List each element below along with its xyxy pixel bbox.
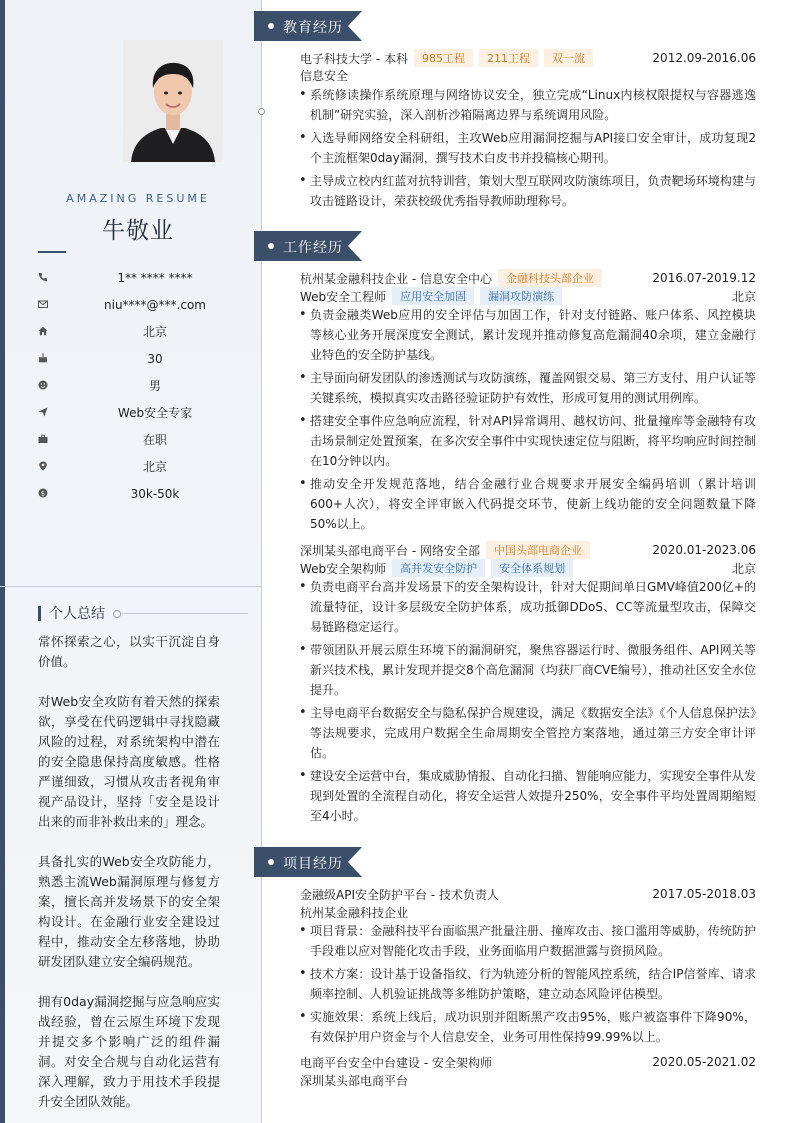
section-projects-title: 项目经历 xyxy=(283,856,343,872)
gender-value: 男 xyxy=(148,379,161,393)
mail-icon xyxy=(38,299,48,309)
project-bullets xyxy=(300,921,756,1050)
phone-value: 1** **** **** xyxy=(117,270,193,285)
email-value: niu****@***.com xyxy=(104,297,206,312)
list-item: • 推动安全开发规范落地，结合金融行业合规要求开展安全编码培训（累计培训600+人次），将安全评审嵌入代码提交环节，使新上线功能的安全问题数量下降50%以上。 xyxy=(300,474,756,534)
section-bullet-icon xyxy=(268,23,274,29)
summary-body xyxy=(38,632,220,1123)
svg-text:$: $ xyxy=(40,489,46,498)
location-value: 北京 xyxy=(142,460,167,474)
list-item: • 建设安全运营中台，集成威胁情报、自动化扫描、智能响应能力，实现安全事件从发现到处置的全流程自动化，将安全运营人效提升250%，安全事件平均处置周期缩短至4小时。 xyxy=(300,766,756,826)
list-item: • 负责金融类Web应用的安全评估与加固工作，针对支付链路、账户体系、风控模块等核心业务开展深度安全测试，累计发现并推动修复高危漏洞40余项，建立金融行业特色的安全防护基线。 xyxy=(300,305,756,365)
section-work-title: 工作经历 xyxy=(283,240,343,256)
birthday-cake-icon xyxy=(38,353,48,363)
face-icon xyxy=(38,380,48,390)
education-major: 信息安全 xyxy=(300,68,349,83)
list-item: • 负责电商平台高并发场景下的安全架构设计，针对大促期间单日GMV峰值200亿+的流量特征，设计多层级安全防护体系，成功抵御DDoS、CC等流量型攻击，保障交易链路稳定运行。 xyxy=(300,577,756,637)
section-work-header xyxy=(254,231,372,261)
section-education-title: 教育经历 xyxy=(283,20,343,36)
profile-photo xyxy=(123,40,223,162)
education-header-row xyxy=(300,49,756,67)
job-role-tag: 漏洞攻防演练 xyxy=(480,287,562,305)
education-bullets xyxy=(300,85,756,214)
phone-icon xyxy=(38,272,48,282)
job-role: Web安全工程师 xyxy=(300,289,387,304)
status-value: 在职 xyxy=(142,433,167,447)
project-org: 深圳某头部电商平台 xyxy=(300,1073,409,1088)
summary-title: 个人总结 xyxy=(49,606,105,622)
project-header-row xyxy=(300,885,756,903)
job-bullets xyxy=(300,577,756,829)
personal-info-list xyxy=(30,264,250,507)
list-item: • 技术方案：设计基于设备指纹、行为轨迹分析的智能风控系统，结合IP信誉库、请求频率控制、人机验证挑战等多维防护策略，建立动态风险评估模型。 xyxy=(300,964,756,1004)
list-item: • 入选导师网络安全科研组，主攻Web应用漏洞挖掘与API接口安全审计，成功复现2个主流框架0day漏洞，撰写技术白皮书并投稿核心期刊。 xyxy=(300,128,756,168)
info-gender xyxy=(30,372,250,399)
summary-paragraph: 拥有0day漏洞挖掘与应急响应实战经验，曾在云原生环境下发现并提交多个影响广泛的组件漏洞。对安全合规与自动化运营有深入理解，致力于用技术手段提升安全团队效能。 xyxy=(38,994,220,1109)
job-role-row xyxy=(300,287,756,305)
briefcase-icon xyxy=(38,434,48,444)
job-role-tag: 安全体系规划 xyxy=(491,559,573,577)
info-age xyxy=(30,345,250,372)
list-item: • 主导成立校内红蓝对抗特训营，策划大型互联网攻防演练项目，负责靶场环境构建与攻击链路设计，荣获校级优秀指导教师助理称号。 xyxy=(300,171,756,211)
project-header-row xyxy=(300,1053,756,1071)
info-home xyxy=(30,318,250,345)
home-value: 北京 xyxy=(142,325,167,339)
project-title: 电商平台安全中台建设 - 安全架构师 xyxy=(300,1055,492,1070)
candidate-name: 牛敬业 xyxy=(102,218,174,244)
education-date: 2012.09-2016.06 xyxy=(652,51,756,65)
job-company-tag: 中国头部电商企业 xyxy=(486,541,590,559)
section-bullet-icon xyxy=(268,859,274,865)
project-org-row xyxy=(300,903,756,921)
job-company-tag: 金融科技头部企业 xyxy=(498,269,602,287)
list-item: • 主导电商平台数据安全与隐私保护合规建设，满足《数据安全法》《个人信息保护法》等法规要求，完成用户数据全生命周期安全管控方案落地，通过第三方安全审计评估。 xyxy=(300,703,756,763)
project-date: 2017.05-2018.03 xyxy=(652,887,756,901)
education-tag: 211工程 xyxy=(479,49,538,67)
location-pin-icon xyxy=(38,461,48,471)
list-item: • 项目背景：金融科技平台面临黑产批量注册、撞库攻击、接口滥用等威胁，传统防护手段难以应对智能化攻击手段，业务面临用户数据泄露与资损风险。 xyxy=(300,921,756,961)
info-phone xyxy=(30,264,250,291)
summary-header xyxy=(38,603,248,623)
sidebar-divider xyxy=(0,586,262,587)
send-icon xyxy=(38,407,48,417)
summary-marker xyxy=(38,606,41,621)
job-role-tag: 高并发安全防护 xyxy=(392,559,485,577)
project-org: 杭州某金融科技企业 xyxy=(300,905,409,920)
education-major-row xyxy=(300,66,756,84)
project-title: 金融级API安全防护平台 - 技术负责人 xyxy=(300,887,499,902)
job-role: Web安全架构师 xyxy=(300,561,387,576)
education-tag: 双一流 xyxy=(544,49,593,67)
info-email xyxy=(30,291,250,318)
job-date: 2016.07-2019.12 xyxy=(652,271,756,285)
summary-paragraph: 常怀探索之心，以实干沉淀自身价值。 xyxy=(38,634,220,669)
education-tag: 985工程 xyxy=(414,49,473,67)
sidebar-accent-bar xyxy=(0,0,5,1123)
info-status xyxy=(30,426,250,453)
list-item: • 实施效果：系统上线后，成功识别并阻断黑产攻击95%，账户被盗事件下降90%，有效保护用户资金与个人信息安全，业务可用性保持99.99%以上。 xyxy=(300,1007,756,1047)
education-school: 电子科技大学 - 本科 xyxy=(300,51,408,66)
job-header-row xyxy=(300,269,756,287)
job-date: 2020.01-2023.06 xyxy=(652,543,756,557)
sidebar xyxy=(0,0,262,1123)
job-company: 杭州某金融科技企业 - 信息安全中心 xyxy=(300,271,492,286)
job-bullets xyxy=(300,305,756,537)
job-role-tag: 应用安全加固 xyxy=(392,287,474,305)
job-location: 北京 xyxy=(731,561,756,576)
info-salary xyxy=(30,480,250,507)
summary-paragraph: 具备扎实的Web安全攻防能力，熟悉主流Web漏洞原理与修复方案，擅长高并发场景下的安全架构设计。在金融行业安全建设过程中，推动安全左移落地，协助研发团队建立安全编码规范。 xyxy=(38,854,220,969)
project-date: 2020.05-2021.02 xyxy=(652,1055,756,1069)
info-position xyxy=(30,399,250,426)
list-item: • 搭建安全事件应急响应流程，针对API异常调用、越权访问、批量撞库等金融特有攻击场景制定处置预案，在多次安全事件中实现快速定位与阻断，将平均响应时间控制在10分钟以内。 xyxy=(300,411,756,471)
summary-paragraph: 对Web安全攻防有着天然的探索欲，享受在代码逻辑中寻找隐藏风险的过程，对系统架构中潜在的安全隐患保持高度敏感。性格严谨细致，习惯从攻击者视角审视产品设计，坚持「安全是设计出来的而非补救出来的」理念。 xyxy=(38,694,220,829)
section-projects-header xyxy=(254,847,372,877)
summary-rule xyxy=(113,613,248,614)
main-content xyxy=(262,0,794,1123)
salary-icon xyxy=(38,488,48,498)
job-role-row xyxy=(300,559,756,577)
info-location xyxy=(30,453,250,480)
project-org-row xyxy=(300,1071,756,1089)
list-item: • 带领团队开展云原生环境下的漏洞研究，聚焦容器运行时、微服务组件、API网关等新兴技术栈，累计发现并提交8个高危漏洞（均获厂商CVE编号），推动社区安全水位提升。 xyxy=(300,640,756,700)
age-value: 30 xyxy=(147,351,163,366)
position-value: Web安全专家 xyxy=(117,406,193,420)
job-company: 深圳某头部电商平台 - 网络安全部 xyxy=(300,543,480,558)
tagline: AMAZING RESUME xyxy=(66,192,210,205)
job-location: 北京 xyxy=(731,289,756,304)
name-underline xyxy=(38,251,66,253)
section-bullet-icon xyxy=(268,243,274,249)
home-icon xyxy=(38,326,48,336)
job-header-row xyxy=(300,541,756,559)
section-education-header xyxy=(254,11,372,41)
list-item: • 主导面向研发团队的渗透测试与攻防演练，覆盖网银交易、第三方支付、用户认证等关键系统，模拟真实攻击路径验证防护有效性，形成可复用的测试用例库。 xyxy=(300,368,756,408)
salary-value: 30k-50k xyxy=(130,486,180,501)
list-item: • 系统修读操作系统原理与网络协议安全，独立完成“Linux内核权限提权与容器逃逸机制”研究实验，深入剖析沙箱隔离边界与系统调用风险。 xyxy=(300,85,756,125)
